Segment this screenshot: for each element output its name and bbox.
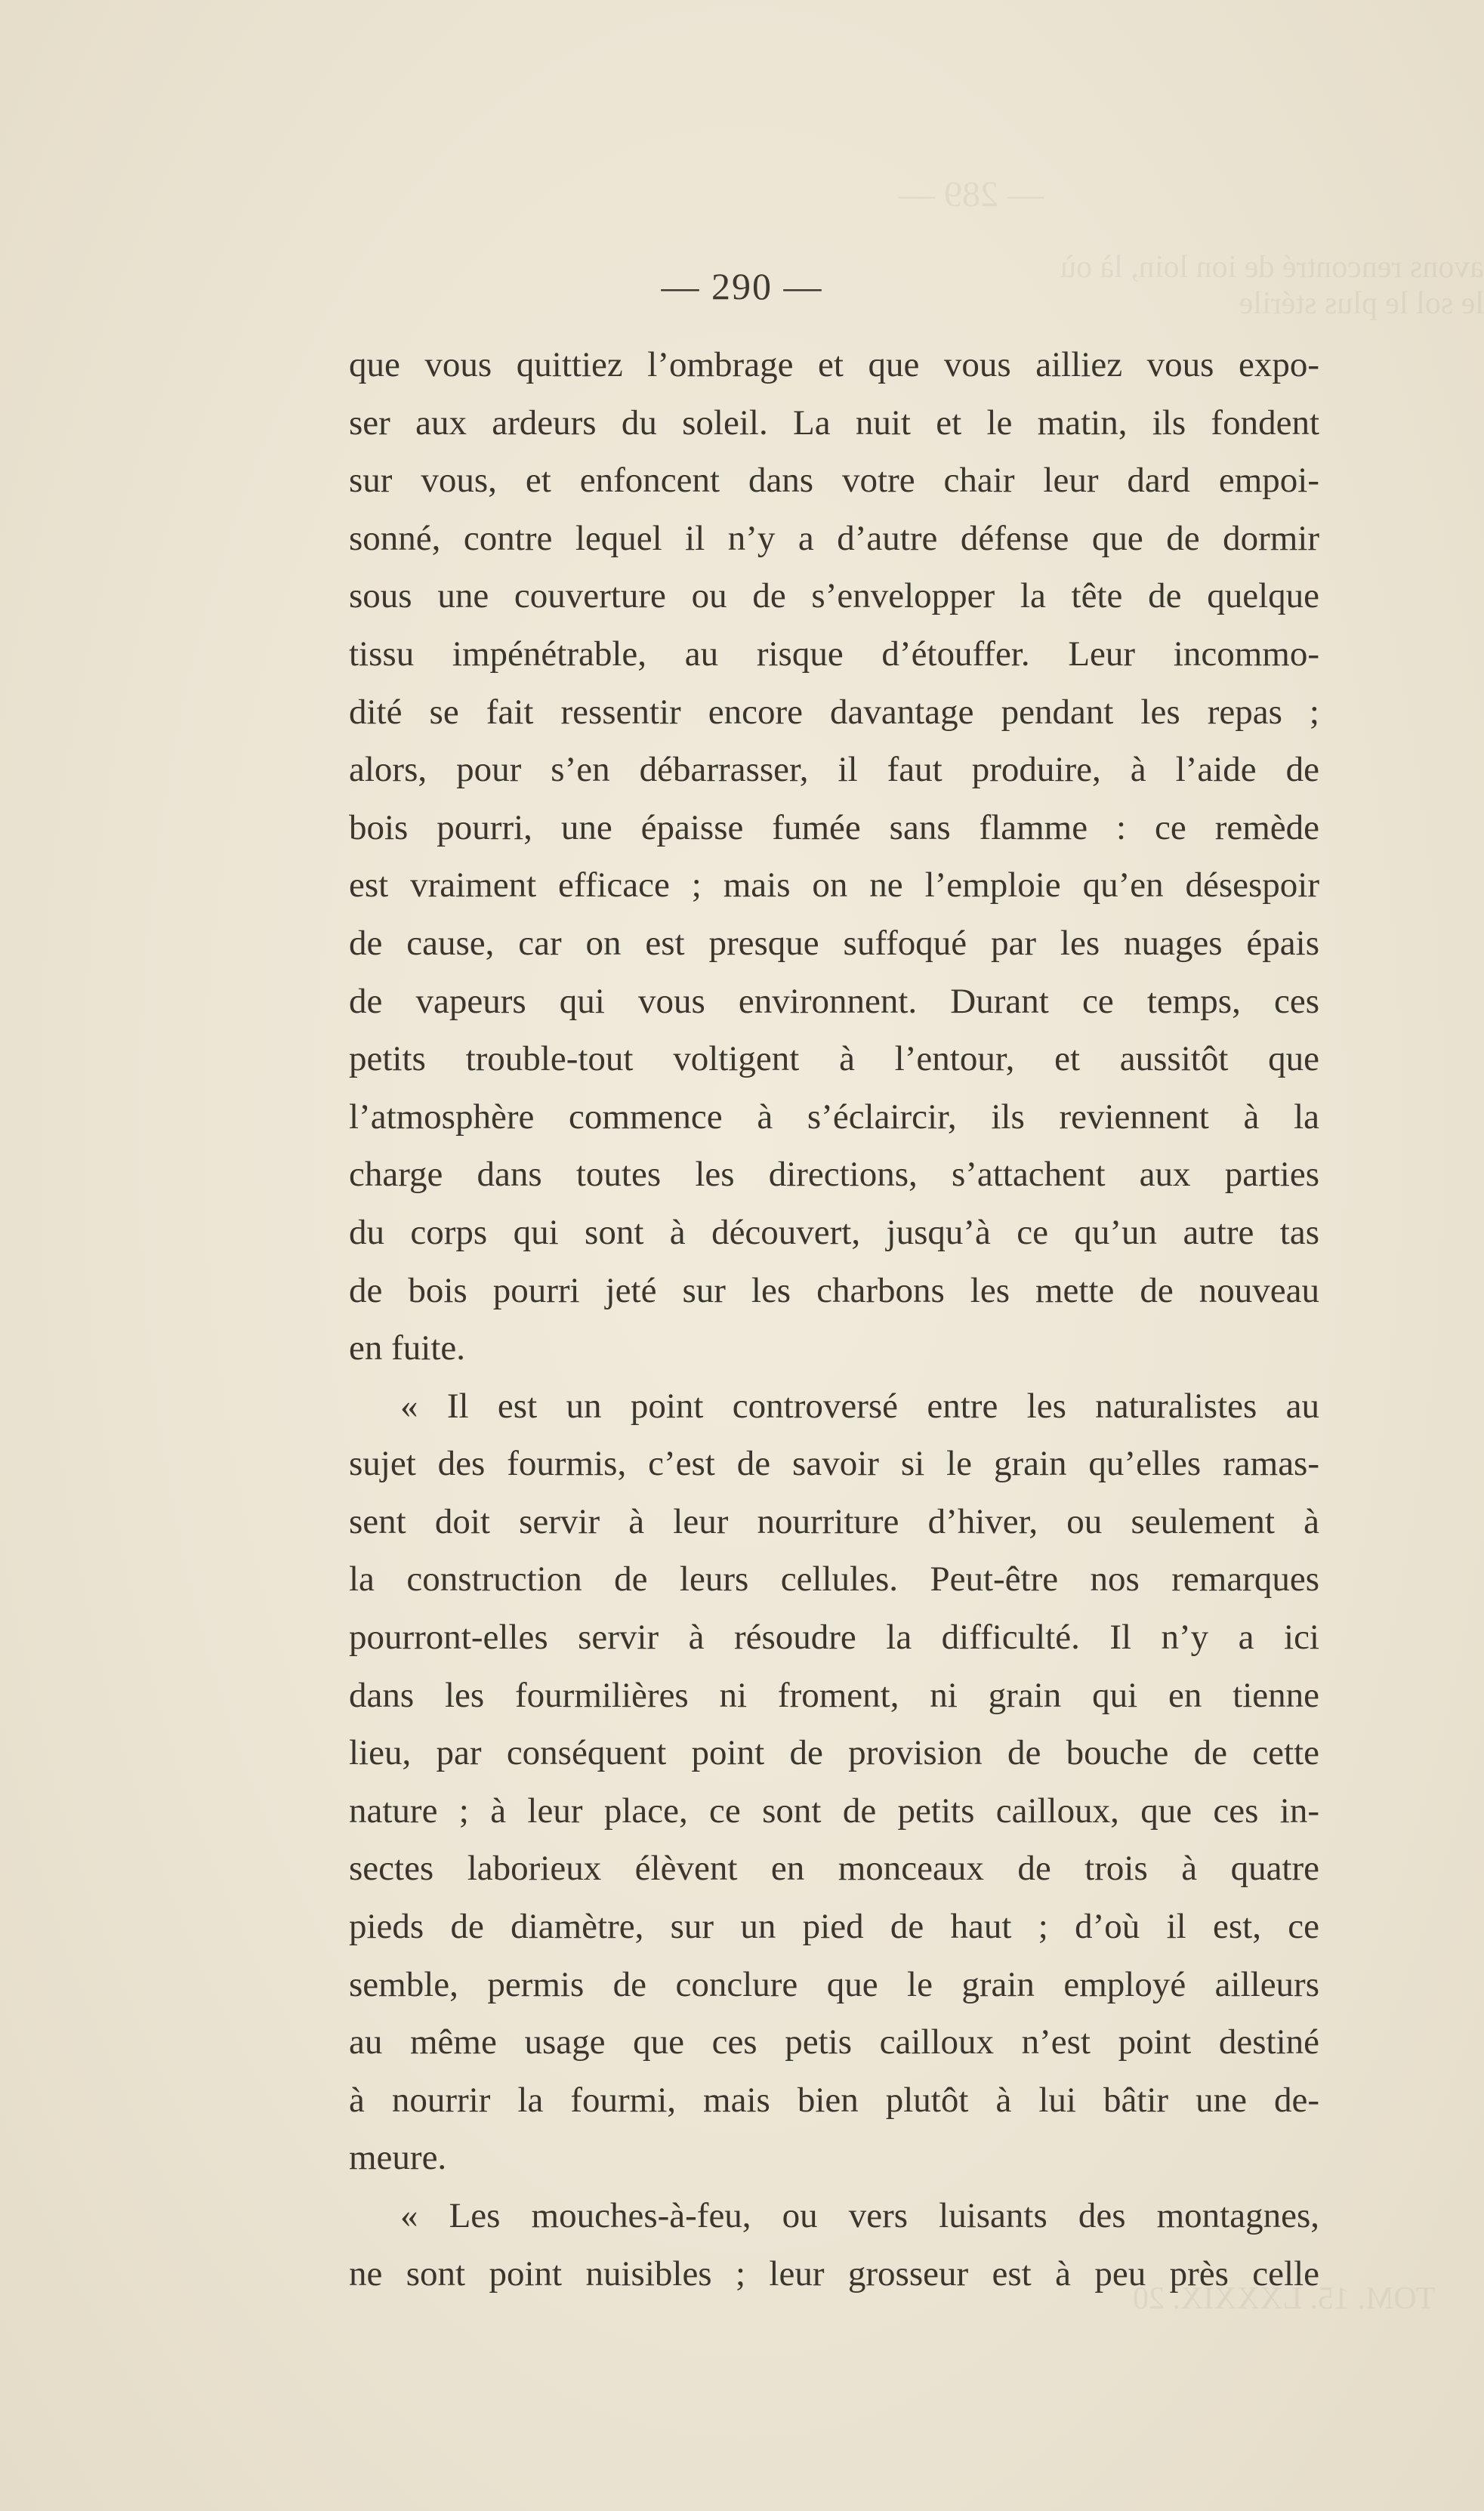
text-line: de bois pourri jeté sur les charbons les mette de nouveau — [349, 1270, 1319, 1310]
text-line: dans les fourmilières ni froment, ni grain qui en tienne — [349, 1675, 1319, 1715]
text-line: petits trouble-tout voltigent à l’entour, et aussitôt que — [349, 1039, 1319, 1079]
text-line: au même usage que ces petis cailloux n’est point destiné — [349, 2022, 1319, 2062]
paragraph-start-line: « Il est un point controversé entre les naturalistes au — [400, 1386, 1319, 1426]
text-line: du corps qui sont à découvert, jusqu’à ce qu’un autre tas — [349, 1212, 1319, 1252]
text-line: pieds de diamètre, sur un pied de haut ; d’où il est, ce — [349, 1907, 1319, 1947]
paragraph-end-line: en fuite. — [349, 1328, 465, 1368]
text-line: alors, pour s’en débarrasser, il faut produire, à l’aide de — [349, 750, 1319, 790]
bleed-through-text: avons rencontré de ion loin, là où le sol le plus stérile — [1060, 250, 1484, 321]
text-line: à nourrir la fourmi, mais bien plutôt à lui bâtir une de- — [349, 2080, 1319, 2120]
text-line: sous une couverture ou de s’envelopper la tête de quelque — [349, 576, 1319, 616]
text-line: sonné, contre lequel il n’y a d’autre défense que de dormir — [349, 518, 1319, 558]
text-line: sujet des fourmis, c’est de savoir si le grain qu’elles ramas- — [349, 1444, 1319, 1484]
text-line: l’atmosphère commence à s’éclaircir, ils reviennent à la — [349, 1097, 1319, 1137]
bleed-through-page-number: — 289 — — [899, 174, 1044, 214]
text-line: de cause, car on est presque suffoqué par les nuages épais — [349, 923, 1319, 963]
text-line: tissu impénétrable, au risque d’étouffer. Leur incommo- — [349, 634, 1319, 674]
text-line: sent doit servir à leur nourriture d’hiver, ou seulement à — [349, 1501, 1319, 1541]
bleed-through-signature: TOM. 15. LXXXIX. 20 — [1133, 2281, 1436, 2316]
page-number: — 290 — — [661, 265, 823, 307]
body-text — [349, 336, 1319, 2303]
text-line: la construction de leurs cellules. Peut-être nos remarques — [349, 1559, 1319, 1599]
text-line: charge dans toutes les directions, s’attachent aux parties — [349, 1155, 1319, 1195]
text-line: ser aux ardeurs du soleil. La nuit et le matin, ils fondent — [349, 403, 1319, 443]
text-line: dité se fait ressentir encore davantage pendant les repas ; — [349, 692, 1319, 732]
paragraph-start-line: « Les mouches-à-feu, ou vers luisants des montagnes, — [400, 2196, 1319, 2235]
text-line: est vraiment efficace ; mais on ne l’emploie qu’en désespoir — [349, 865, 1319, 905]
text-line: semble, permis de conclure que le grain employé ailleurs — [349, 1964, 1319, 2004]
text-line: ne sont point nuisibles ; leur grosseur est à peu près celle — [349, 2253, 1319, 2294]
text-line: que vous quittiez l’ombrage et que vous ailliez vous expo- — [349, 345, 1319, 384]
text-line: nature ; à leur place, ce sont de petits cailloux, que ces in- — [349, 1791, 1319, 1831]
text-line: de vapeurs qui vous environnent. Durant ce temps, ces — [349, 981, 1319, 1021]
paragraph-end-line: meure. — [349, 2138, 447, 2178]
text-line: lieu, par conséquent point de provision de bouche de cette — [349, 1733, 1319, 1773]
text-line: bois pourri, une épaisse fumée sans flamme : ce remède — [349, 807, 1319, 847]
text-line: pourront-elles servir à résoudre la difficulté. Il n’y a ici — [349, 1618, 1319, 1658]
text-line: sur vous, et enfoncent dans votre chair leur dard empoi- — [349, 461, 1319, 501]
text-line: sectes laborieux élèvent en monceaux de trois à quatre — [349, 1849, 1319, 1889]
